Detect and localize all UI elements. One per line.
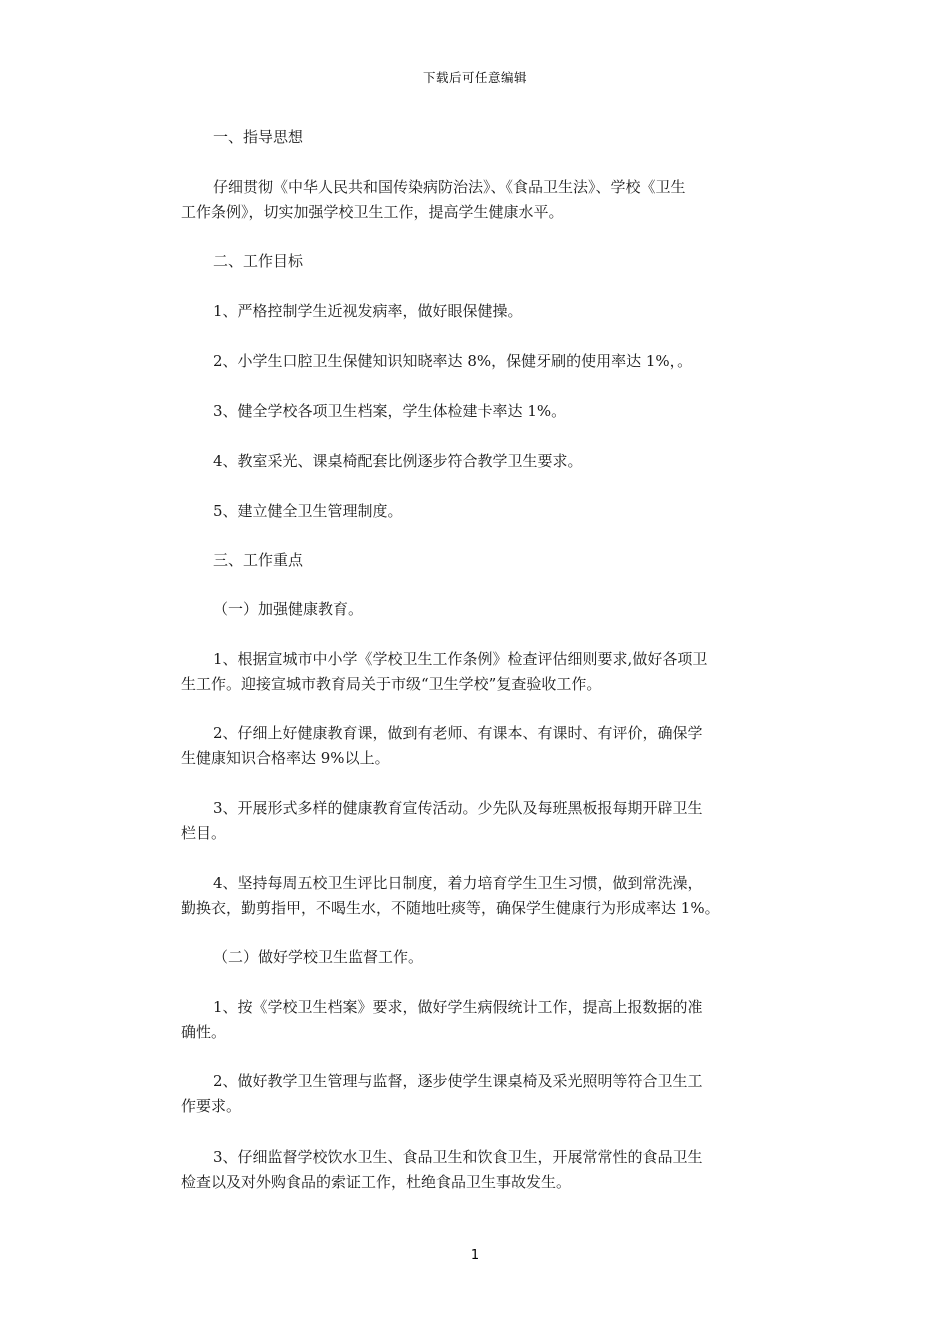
paragraph-line: 1、按《学校卫生档案》要求，做好学生病假统计工作，提高上报数据的准 — [213, 998, 703, 1016]
goal-item-5 — [181, 499, 771, 524]
paragraph-guiding-ideology — [181, 175, 771, 225]
page-number: 1 — [470, 1248, 480, 1263]
supervision-item-2 — [181, 1069, 771, 1119]
goal-item-1 — [181, 299, 771, 324]
goal-item-3 — [181, 399, 771, 424]
paragraph-line: 1、根据宣城市中小学《学校卫生工作条例》检查评估细则要求,做好各项卫 — [213, 650, 708, 668]
paragraph-line: 4、坚持每周五校卫生评比日制度，着力培育学生卫生习惯，做到常洗澡， — [213, 874, 703, 892]
paragraph-line: 生工作。迎接宣城市教育局关于市级“卫生学校”复查验收工作。 — [181, 675, 602, 693]
paragraph-line: 仔细贯彻《中华人民共和国传染病防治法》、《食品卫生法》、学校《卫生 — [213, 178, 686, 196]
focus-item-4 — [181, 871, 771, 921]
paragraph-line: 生健康知识合格率达 9%以上。 — [181, 749, 390, 767]
paragraph-line: 3、开展形式多样的健康教育宣传活动。少先队及每班黑板报每期开辟卫生 — [213, 799, 703, 817]
paragraph-line: 3、仔细监督学校饮水卫生、食品卫生和饮食卫生，开展常常性的食品卫生 — [213, 1148, 703, 1166]
paragraph-line: 检查以及对外购食品的索证工作，杜绝食品卫生事故发生。 — [181, 1173, 572, 1191]
paragraph-line: 1、严格控制学生近视发病率，做好眼保健操。 — [213, 302, 523, 320]
paragraph-line: （二）做好学校卫生监督工作。 — [213, 948, 424, 966]
paragraph-line: （一）加强健康教育。 — [213, 600, 364, 618]
paragraph-line: 三、工作重点 — [213, 551, 304, 569]
subheading-health-education — [181, 597, 771, 622]
paragraph-line: 作要求。 — [181, 1097, 242, 1115]
paragraph-line: 一、指导思想 — [213, 128, 304, 146]
paragraph-line: 3、健全学校各项卫生档案，学生体检建卡率达 1%。 — [213, 402, 567, 420]
subheading-health-supervision — [181, 945, 771, 970]
supervision-item-3 — [181, 1145, 771, 1195]
paragraph-line: 确性。 — [181, 1023, 227, 1041]
paragraph-line: 勤换衣，勤剪指甲，不喝生水，不随地吐痰等，确保学生健康行为形成率达 1%。 — [181, 899, 720, 917]
paragraph-line: 5、建立健全卫生管理制度。 — [213, 502, 403, 520]
paragraph-line: 2、仔细上好健康教育课，做到有老师、有课本、有课时、有评价，确保学 — [213, 724, 703, 742]
heading-guiding-ideology — [181, 125, 771, 150]
paragraph-line: 2、小学生口腔卫生保健知识知晓率达 8%，保健牙刷的使用率达 1%，。 — [213, 352, 693, 370]
goal-item-2 — [181, 349, 771, 374]
heading-work-goals — [181, 249, 771, 274]
supervision-item-1 — [181, 995, 771, 1045]
paragraph-line: 工作条例》，切实加强学校卫生工作，提高学生健康水平。 — [181, 203, 564, 221]
paragraph-line: 二、工作目标 — [213, 252, 304, 270]
goal-item-4 — [181, 449, 771, 474]
focus-item-1 — [181, 647, 771, 697]
paragraph-line: 4、教室采光、课桌椅配套比例逐步符合教学卫生要求。 — [213, 452, 583, 470]
heading-work-focus — [181, 548, 771, 573]
paragraph-line: 2、做好教学卫生管理与监督，逐步使学生课桌椅及采光照明等符合卫生工 — [213, 1072, 703, 1090]
focus-item-2 — [181, 721, 771, 771]
paragraph-line: 栏目。 — [181, 824, 227, 842]
page-header: 下载后可任意编辑 — [422, 70, 527, 85]
focus-item-3 — [181, 796, 771, 846]
